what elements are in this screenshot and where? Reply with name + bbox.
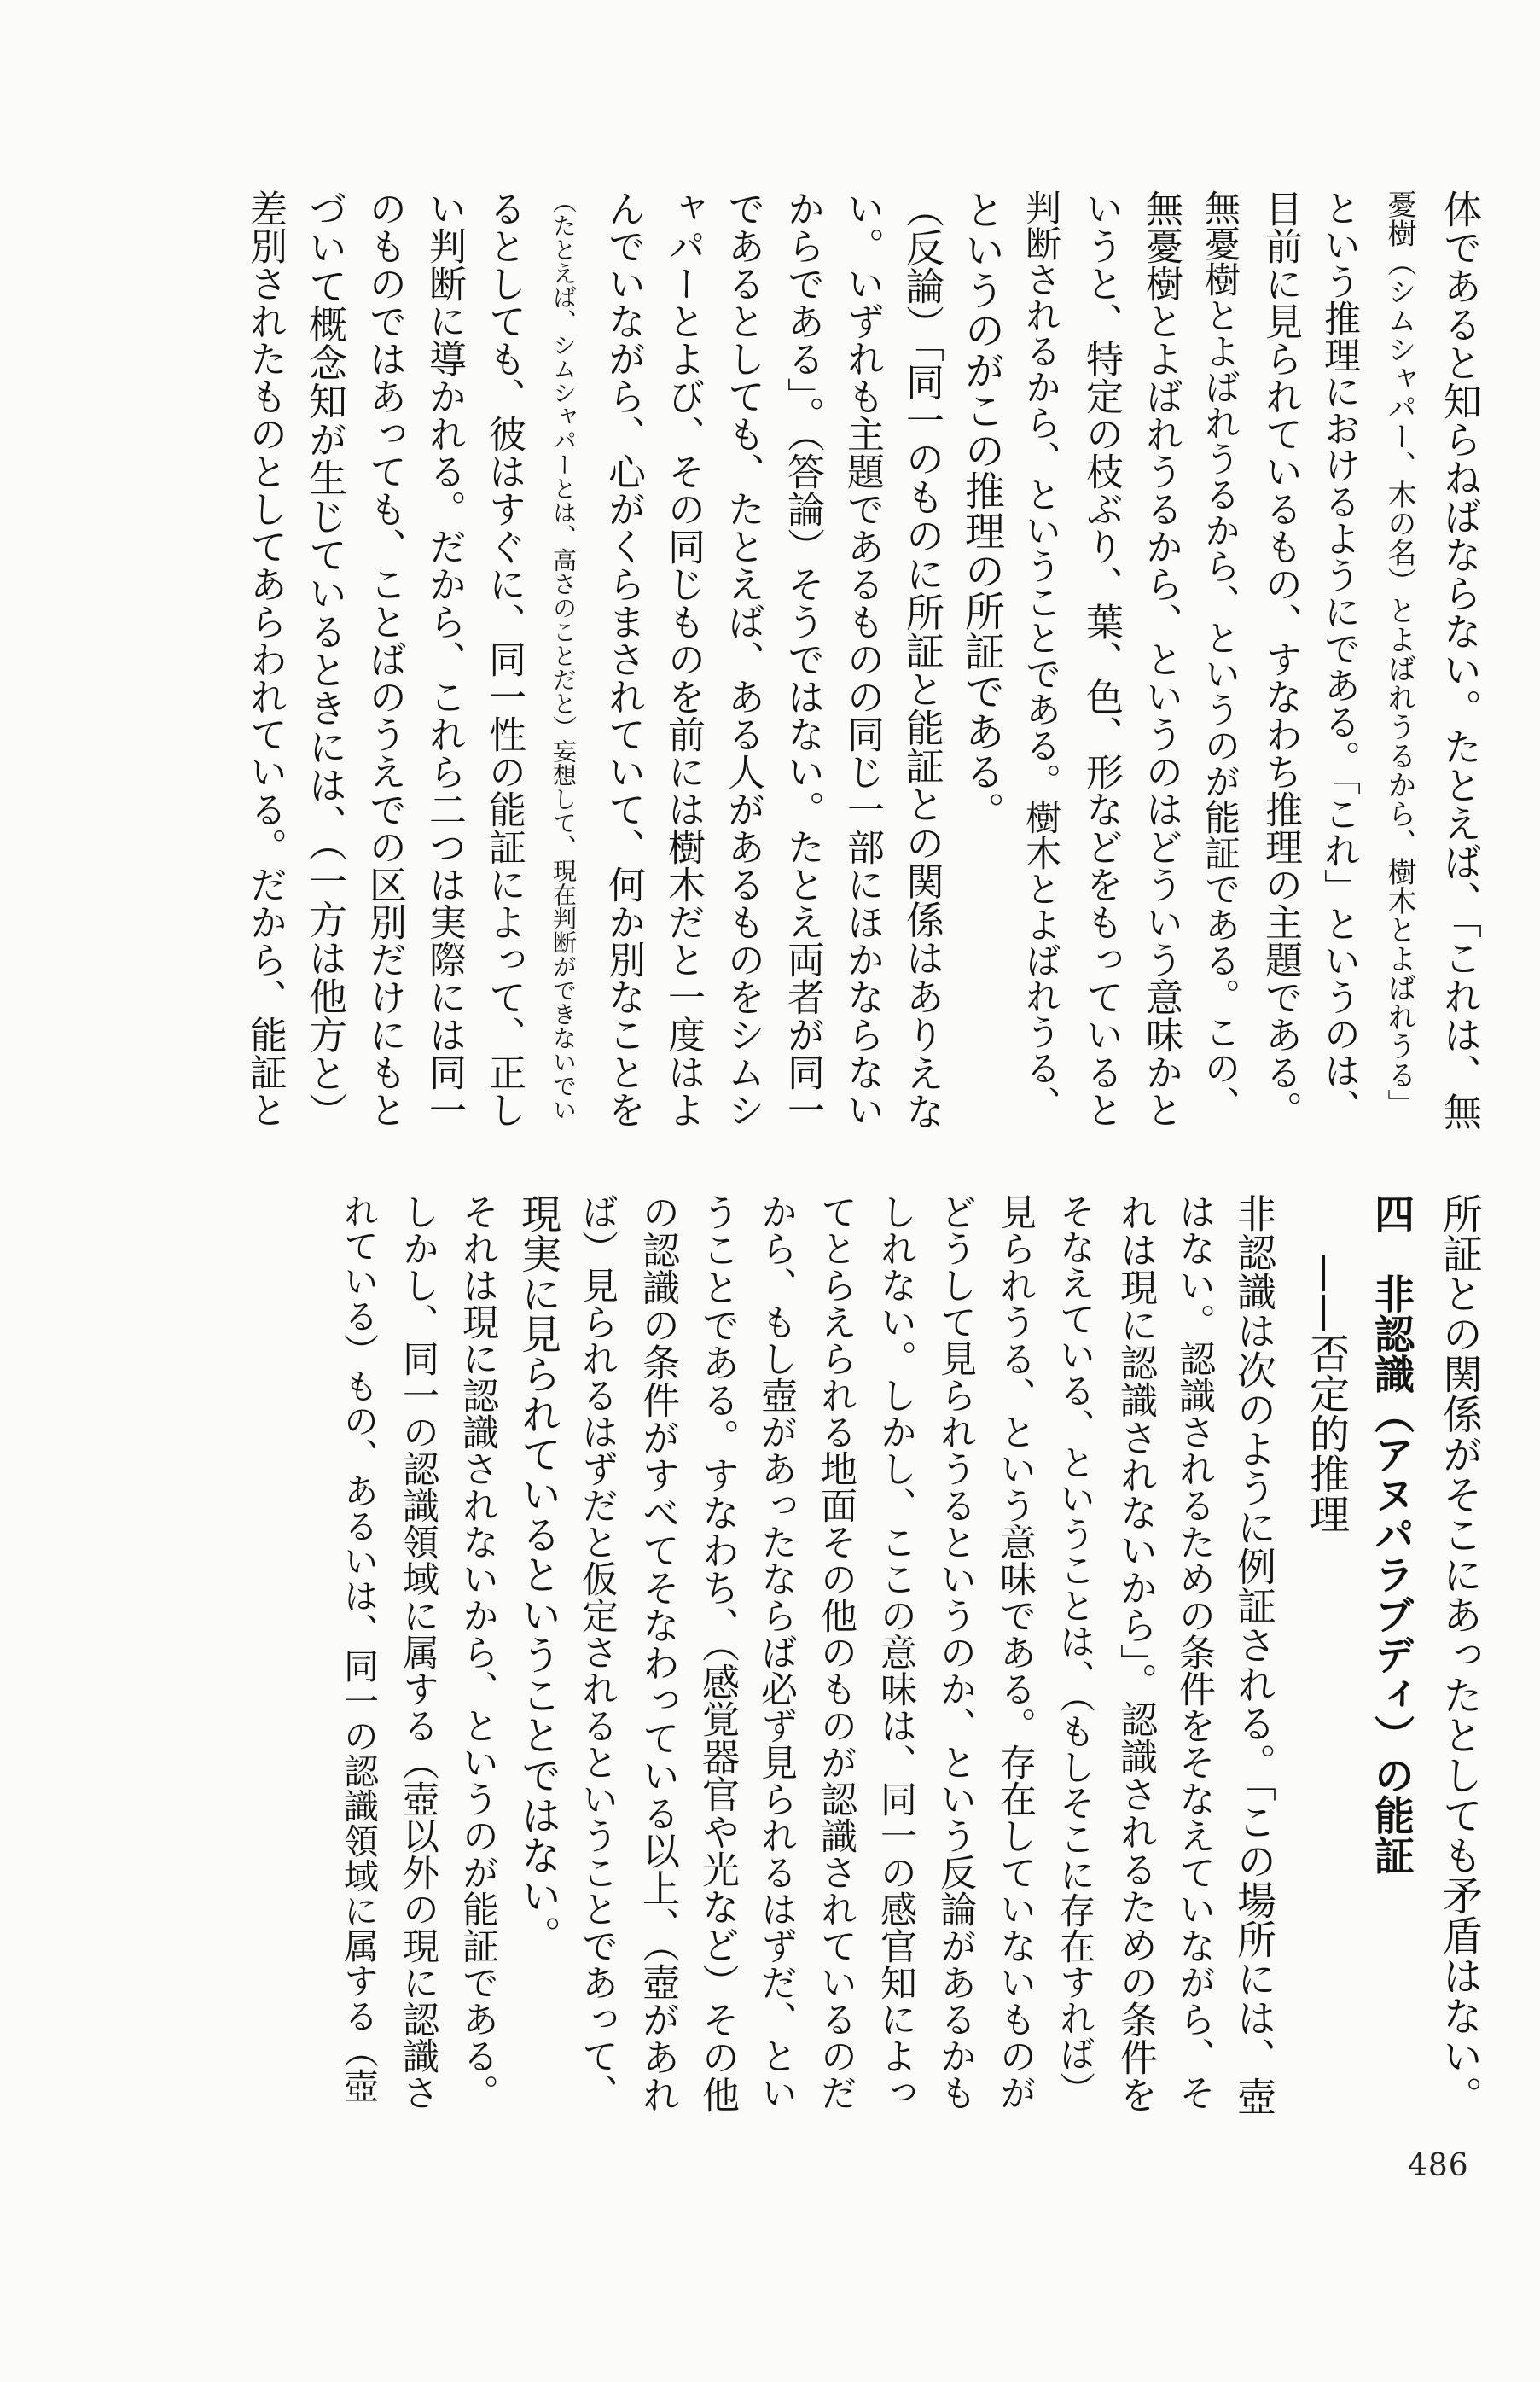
upper-text-block bbox=[235, 189, 1489, 1137]
text-column: 憂樹（シムシャパー、木の名）とよばれうるから、樹木とよばれうる」 bbox=[1382, 189, 1416, 1118]
text-column: ャパーとよび、その同じものを前には樹木だと一度はよ bbox=[661, 189, 705, 1128]
text-column: 目前に見られているもの、すなわち推理の主題である。 bbox=[1258, 189, 1302, 1128]
text-column: それは現に認識されないから、というのが能証である。 bbox=[456, 1193, 499, 2111]
text-column: 見られうる、という意味である。存在していないものが bbox=[994, 1193, 1037, 2111]
text-column: うことである。すなわち、（感覚器官や光など）その他 bbox=[695, 1193, 739, 2113]
text-column: はない。認識されるための条件をそなえていながら、そ bbox=[1173, 1193, 1216, 2111]
text-column: 現実に見られているということではない。 bbox=[514, 1193, 561, 1955]
text-column: から、もし壺があったならば必ず見られるはずだ、とい bbox=[755, 1193, 798, 2111]
text-column: 非認識は次のように例証される。「この場所には、壺 bbox=[1231, 1193, 1277, 2116]
lower-text-block bbox=[328, 1193, 1489, 2123]
text-column: というのがこの推理の所証である。 bbox=[958, 189, 1005, 831]
text-column: の認識の条件がすべてそなわっている以上、（壺があれ bbox=[636, 1193, 679, 2113]
text-column: そなえている、ということは、（もしそこに存在すれば） bbox=[1055, 1193, 1096, 2107]
text-column: 所証との関係がそこにあったとしても矛盾はない。 bbox=[1436, 1193, 1483, 2116]
text-column: いうと、特定の枝ぶり、葉、色、形などをもっていると bbox=[1079, 189, 1123, 1128]
text-column: づいて概念知が生じているときには、（一方は他方と） bbox=[302, 189, 347, 1131]
page-number: 486 bbox=[1408, 2148, 1469, 2183]
text-column: しかし、同一の認識領域に属する（壺以外の現に認識さ bbox=[397, 1193, 439, 2111]
text-column: れは現に認識されないから」。認識されるための条件を bbox=[1113, 1193, 1157, 2113]
text-column: ば）見られるはずだと仮定されるということであって、 bbox=[576, 1193, 619, 2111]
text-column: からである」。（答論）そうではない。たとえ両者が同一 bbox=[781, 189, 824, 1128]
text-column: んでいながら、心がくらまされていて、何か別なことを bbox=[601, 189, 645, 1128]
section-subheading: ——否定的推理 bbox=[1303, 1253, 1350, 1534]
text-column: い判断に導かれる。だから、これら二つは実際には同一 bbox=[422, 189, 466, 1128]
text-column: のものではあっても、ことばのうえでの区別だけにもと bbox=[363, 189, 406, 1128]
text-column: 無憂樹とよばれうるから、というのはどういう意味かと bbox=[1139, 189, 1183, 1128]
text-column: どうして見られうるというのか、という反論があるかも bbox=[934, 1193, 977, 2111]
text-column: 無憂樹とよばれうるから、というのが能証である。この、 bbox=[1200, 189, 1241, 1121]
text-column: （反論）「同一のものに所証と能証との関係はありえな bbox=[899, 189, 944, 1131]
text-column: れている）もの、あるいは、同一の認識領域に属する（壺 bbox=[338, 1193, 379, 2103]
text-column: 判断されるから、ということである。樹木とよばれうる、 bbox=[1020, 189, 1062, 1121]
section-heading: 四 非認識（アヌパラブディ）の能証 bbox=[1368, 1193, 1415, 1875]
text-column: 差別されたものとしてあらわれている。だから、能証と bbox=[243, 189, 287, 1128]
text-column: てとらえられる地面その他のものが認識されているのだ bbox=[815, 1193, 857, 2111]
text-column: しれない。しかし、ここの意味は、同一の感官知によっ bbox=[875, 1193, 917, 2111]
text-column: るとしても、彼はすぐに、同一性の能証によって、正し bbox=[482, 189, 526, 1128]
text-column: い。いずれも主題であるものの同じ一部にほかならない bbox=[840, 189, 884, 1128]
text-column: であるとしても、たとえば、ある人があるものをシムシ bbox=[721, 189, 764, 1128]
text-column: （たとえば、シムシャパーとは、高さのことだと）妄想して、現在判断ができないでい bbox=[549, 189, 578, 1121]
text-column: 体であると知らねばならない。たとえば、「これは、無 bbox=[1437, 189, 1482, 1131]
text-column: という推理におけるようにである。「これ」というのは、 bbox=[1318, 189, 1361, 1126]
